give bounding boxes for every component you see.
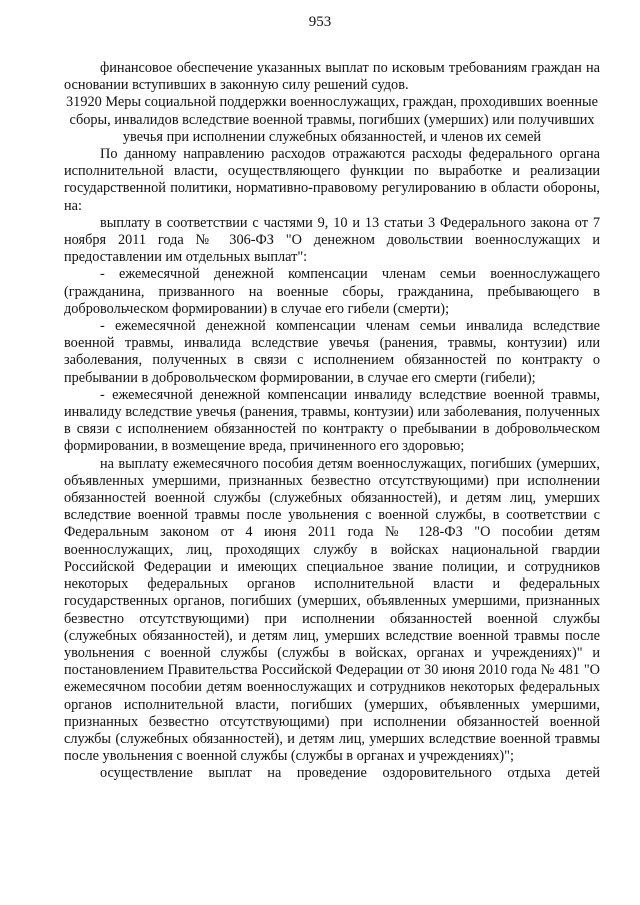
paragraph-payment-law-306: выплату в соответствии с частями 9, 10 и 13 статьи 3 Федерального закона от 7 ноября 2011 года № 306-ФЗ "О денежном довольствии военнослужащих и предоставлении им отдельных выплат":: [64, 214, 600, 266]
list-item-invalid-family-compensation: - ежемесячной денежной компенсации членам семьи инвалида вследствие военной травмы, инвалида вследствие увечья (ранения, травмы, контузии) или заболевания, полученных в связи с исполнением обязанностей по контракту о пребывании в добровольческом формировании, в случае его смерти (гибели);: [64, 318, 600, 386]
paragraph-financing-continuation: финансовое обеспечение указанных выплат по исковым требованиям граждан на основании вступивших в законную силу решений судов.: [64, 60, 600, 94]
list-item-family-compensation: - ежемесячной денежной компенсации членам семьи военнослужащего (гражданина, призванного на военные сборы, гражданина, пребывающего в добровольческом формировании) в случае его гибели (смерти);: [64, 266, 600, 317]
paragraph-recreation-payments: осуществление выплат на проведение оздоровительного отдыха детей: [100, 765, 600, 782]
paragraph-intro: По данному направлению расходов отражаются расходы федерального органа исполнительной власти, осуществляющего функции по выработке и реализации государственной политики, нормативно-правовому регулированию в области обороны, на:: [64, 146, 600, 214]
document-body: [64, 60, 600, 783]
list-item-invalid-compensation: - ежемесячной денежной компенсации инвалиду вследствие военной травмы, инвалиду вследствие увечья (ранения, травмы, контузии) или заболевания, полученных в связи с исполнением обязанностей по контракту о пребывании в добровольческом формировании, в возмещение вреда, причиненного его здоровью;: [64, 386, 600, 455]
page-number: 953: [308, 14, 332, 30]
paragraph-children-allowance: на выплату ежемесячного пособия детям военнослужащих, погибших (умерших, объявленных умершими, признанных безвестно отсутствующими) при исполнении обязанностей военной службы (служебных обязанностей), и детям лиц, умерших вследствие военной травмы после увольнения с военной службы, в соответствии с Федеральным законом от 4 июня 2011 года № 128-ФЗ "О пособии детям военнослужащих, лиц, проходящих службу в войсках национальной гвардии Российской Федерации и имеющих специальное звание полиции, и сотрудников некоторых федеральных органов исполнительной власти и федеральных государственных органов, погибших (умерших, объявленных умершими, признанных безвестно отсутствующими) при исполнении обязанностей военной службы (служебных обязанностей), и детям лиц, умерших вследствие военной травмы после увольнения с военной службы (службы в войсках, органах и учреждениях)" и постановлением Правительства Российской Федерации от 30 июня 2010 года № 481 "О ежемесячном пособии детям военнослужащих и сотрудников некоторых федеральных органов исполнительной власти, погибших (умерших, объявленных умершими, признанных безвестно отсутствующими) при исполнении обязанностей военной службы (служебных обязанностей), и детям лиц, умерших вследствие военной травмы после увольнения с военной службы (службы в органах и учреждениях)";: [64, 455, 600, 765]
section-heading-31920: 31920 Меры социальной поддержки военнослужащих, граждан, проходивших военные сборы, инвалидов вследствие военной травмы, погибших (умерших) или получивших увечья при исполнении служебных обязанностей, и членов их семей: [66, 94, 598, 145]
